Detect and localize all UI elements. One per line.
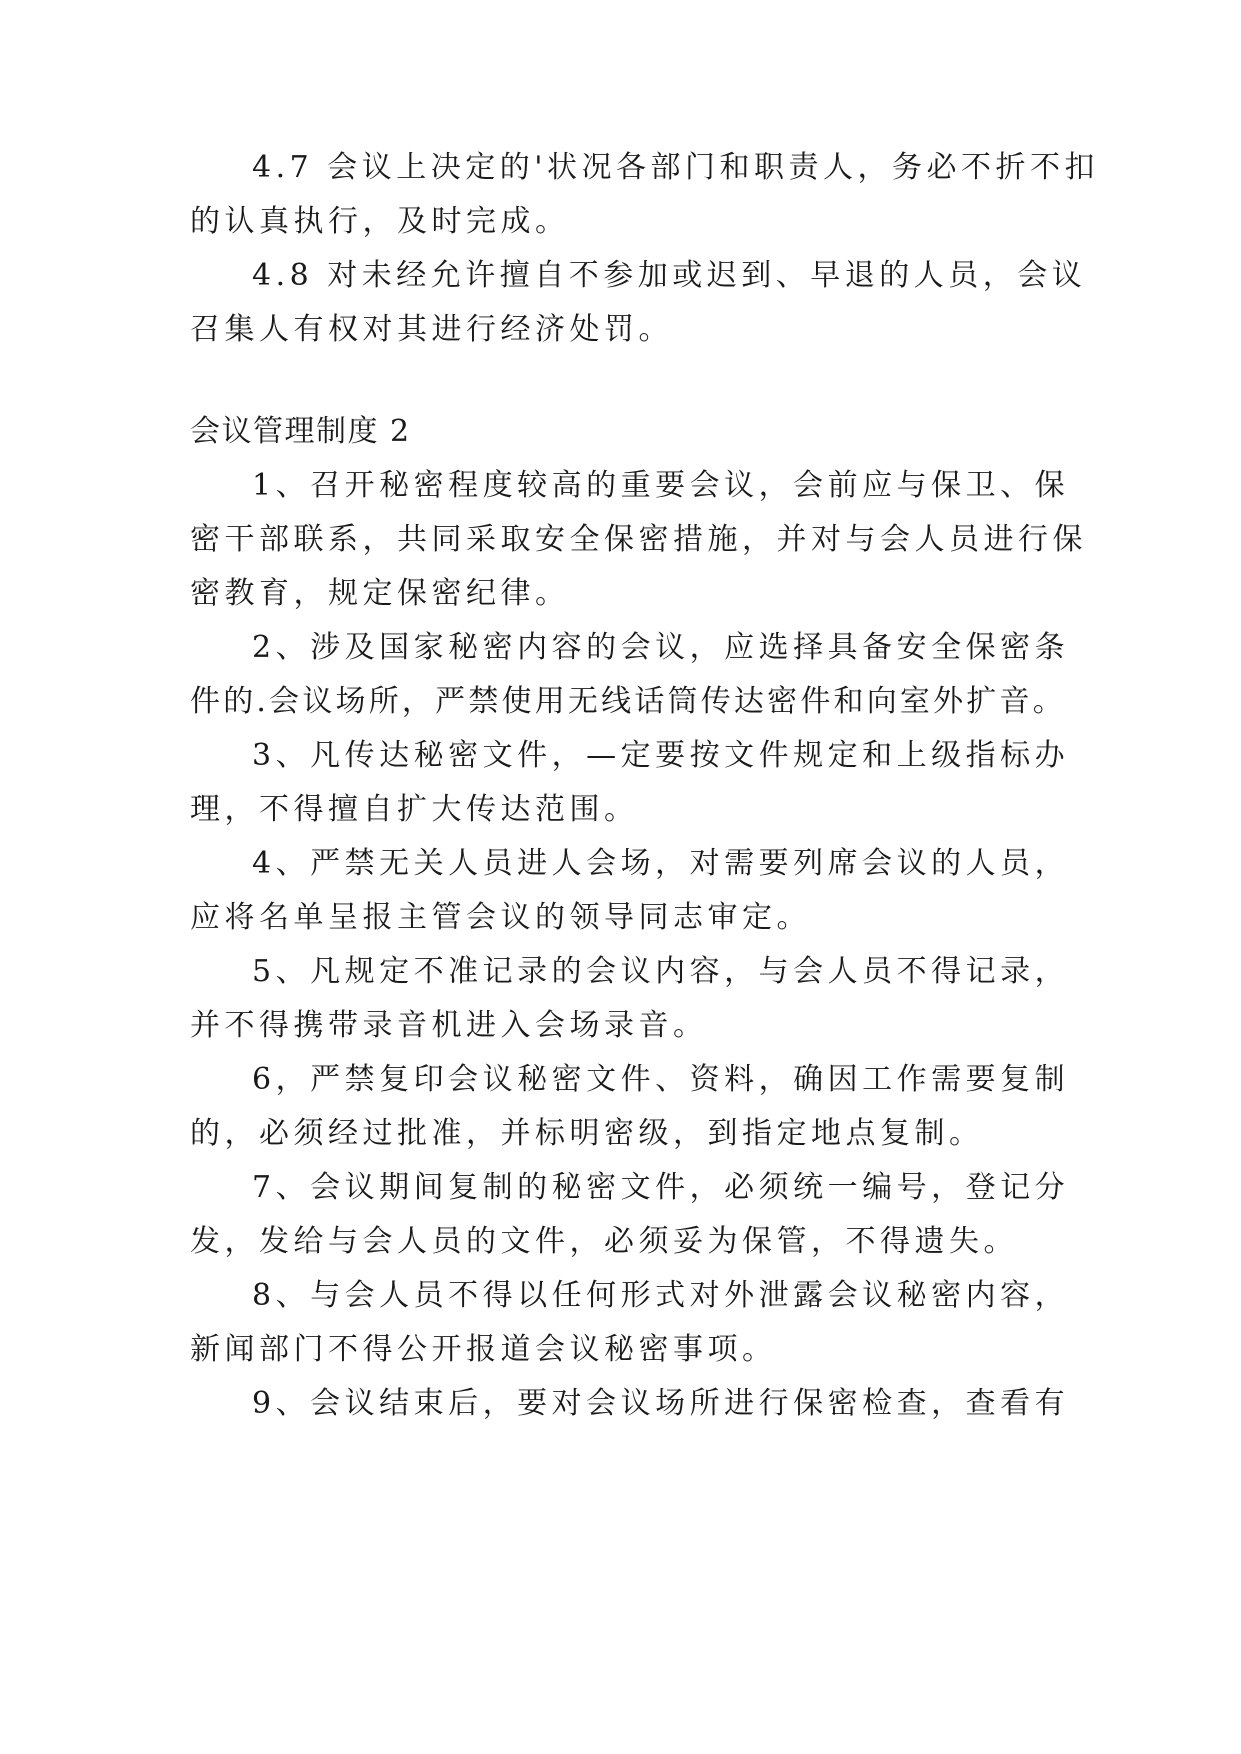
item-5-line-1: 5、凡规定不准记录的会议内容，与会人员不得记录， — [252, 954, 1070, 989]
item-4-line-1: 4、严禁无关人员进人会场，对需要列席会议的人员， — [252, 846, 1070, 881]
paragraph-4-8-line-2: 召集人有权对其进行经济处罚。 — [190, 312, 673, 347]
item-2-line-1: 2、涉及国家秘密内容的会议，应选择具备安全保密条 — [252, 630, 1070, 665]
item-6-line-1: 6，严禁复印会议秘密文件、资料，确因工作需要复制 — [252, 1062, 1070, 1097]
item-1-line-1: 1、召开秘密程度较高的重要会议，会前应与保卫、保 — [252, 468, 1070, 503]
item-6-line-2: 的，必须经过批准，并标明密级，到指定地点复制。 — [190, 1116, 984, 1151]
paragraph-4-7-line-1: 4.7 会议上决定的'状况各部门和职责人，务必不折不扣 — [252, 150, 1099, 185]
paragraph-4-8-line-1: 4.8 对未经允许擅自不参加或迟到、早退的人员，会议 — [252, 258, 1087, 293]
item-7-line-1: 7、会议期间复制的秘密文件，必须统一编号，登记分 — [252, 1170, 1070, 1205]
paragraph-4-7-line-2: 的认真执行，及时完成。 — [190, 204, 570, 239]
item-5-line-2: 并不得携带录音机进入会场录音。 — [190, 1008, 708, 1043]
item-9-line-1: 9、会议结束后，要对会议场所进行保密检查，查看有 — [252, 1386, 1070, 1421]
item-2-line-2: 件的.会议场所，严禁使用无线话筒传达密件和向室外扩音。 — [190, 684, 1066, 719]
section-title: 会议管理制度 2 — [190, 414, 411, 449]
item-8-line-2: 新闻部门不得公开报道会议秘密事项。 — [190, 1332, 777, 1367]
item-3-line-2: 理，不得擅自扩大传达范围。 — [190, 792, 639, 827]
item-3-line-1: 3、凡传达秘密文件，—定要按文件规定和上级指标办 — [252, 738, 1070, 773]
item-7-line-2: 发，发给与会人员的文件，必须妥为保管，不得遗失。 — [190, 1224, 1018, 1259]
item-1-line-3: 密教育，规定保密纪律。 — [190, 576, 570, 611]
item-4-line-2: 应将名单呈报主管会议的领导同志审定。 — [190, 900, 811, 935]
item-1-line-2: 密干部联系，共同采取安全保密措施，并对与会人员进行保 — [190, 522, 1087, 557]
item-8-line-1: 8、与会人员不得以任何形式对外泄露会议秘密内容， — [252, 1278, 1070, 1313]
